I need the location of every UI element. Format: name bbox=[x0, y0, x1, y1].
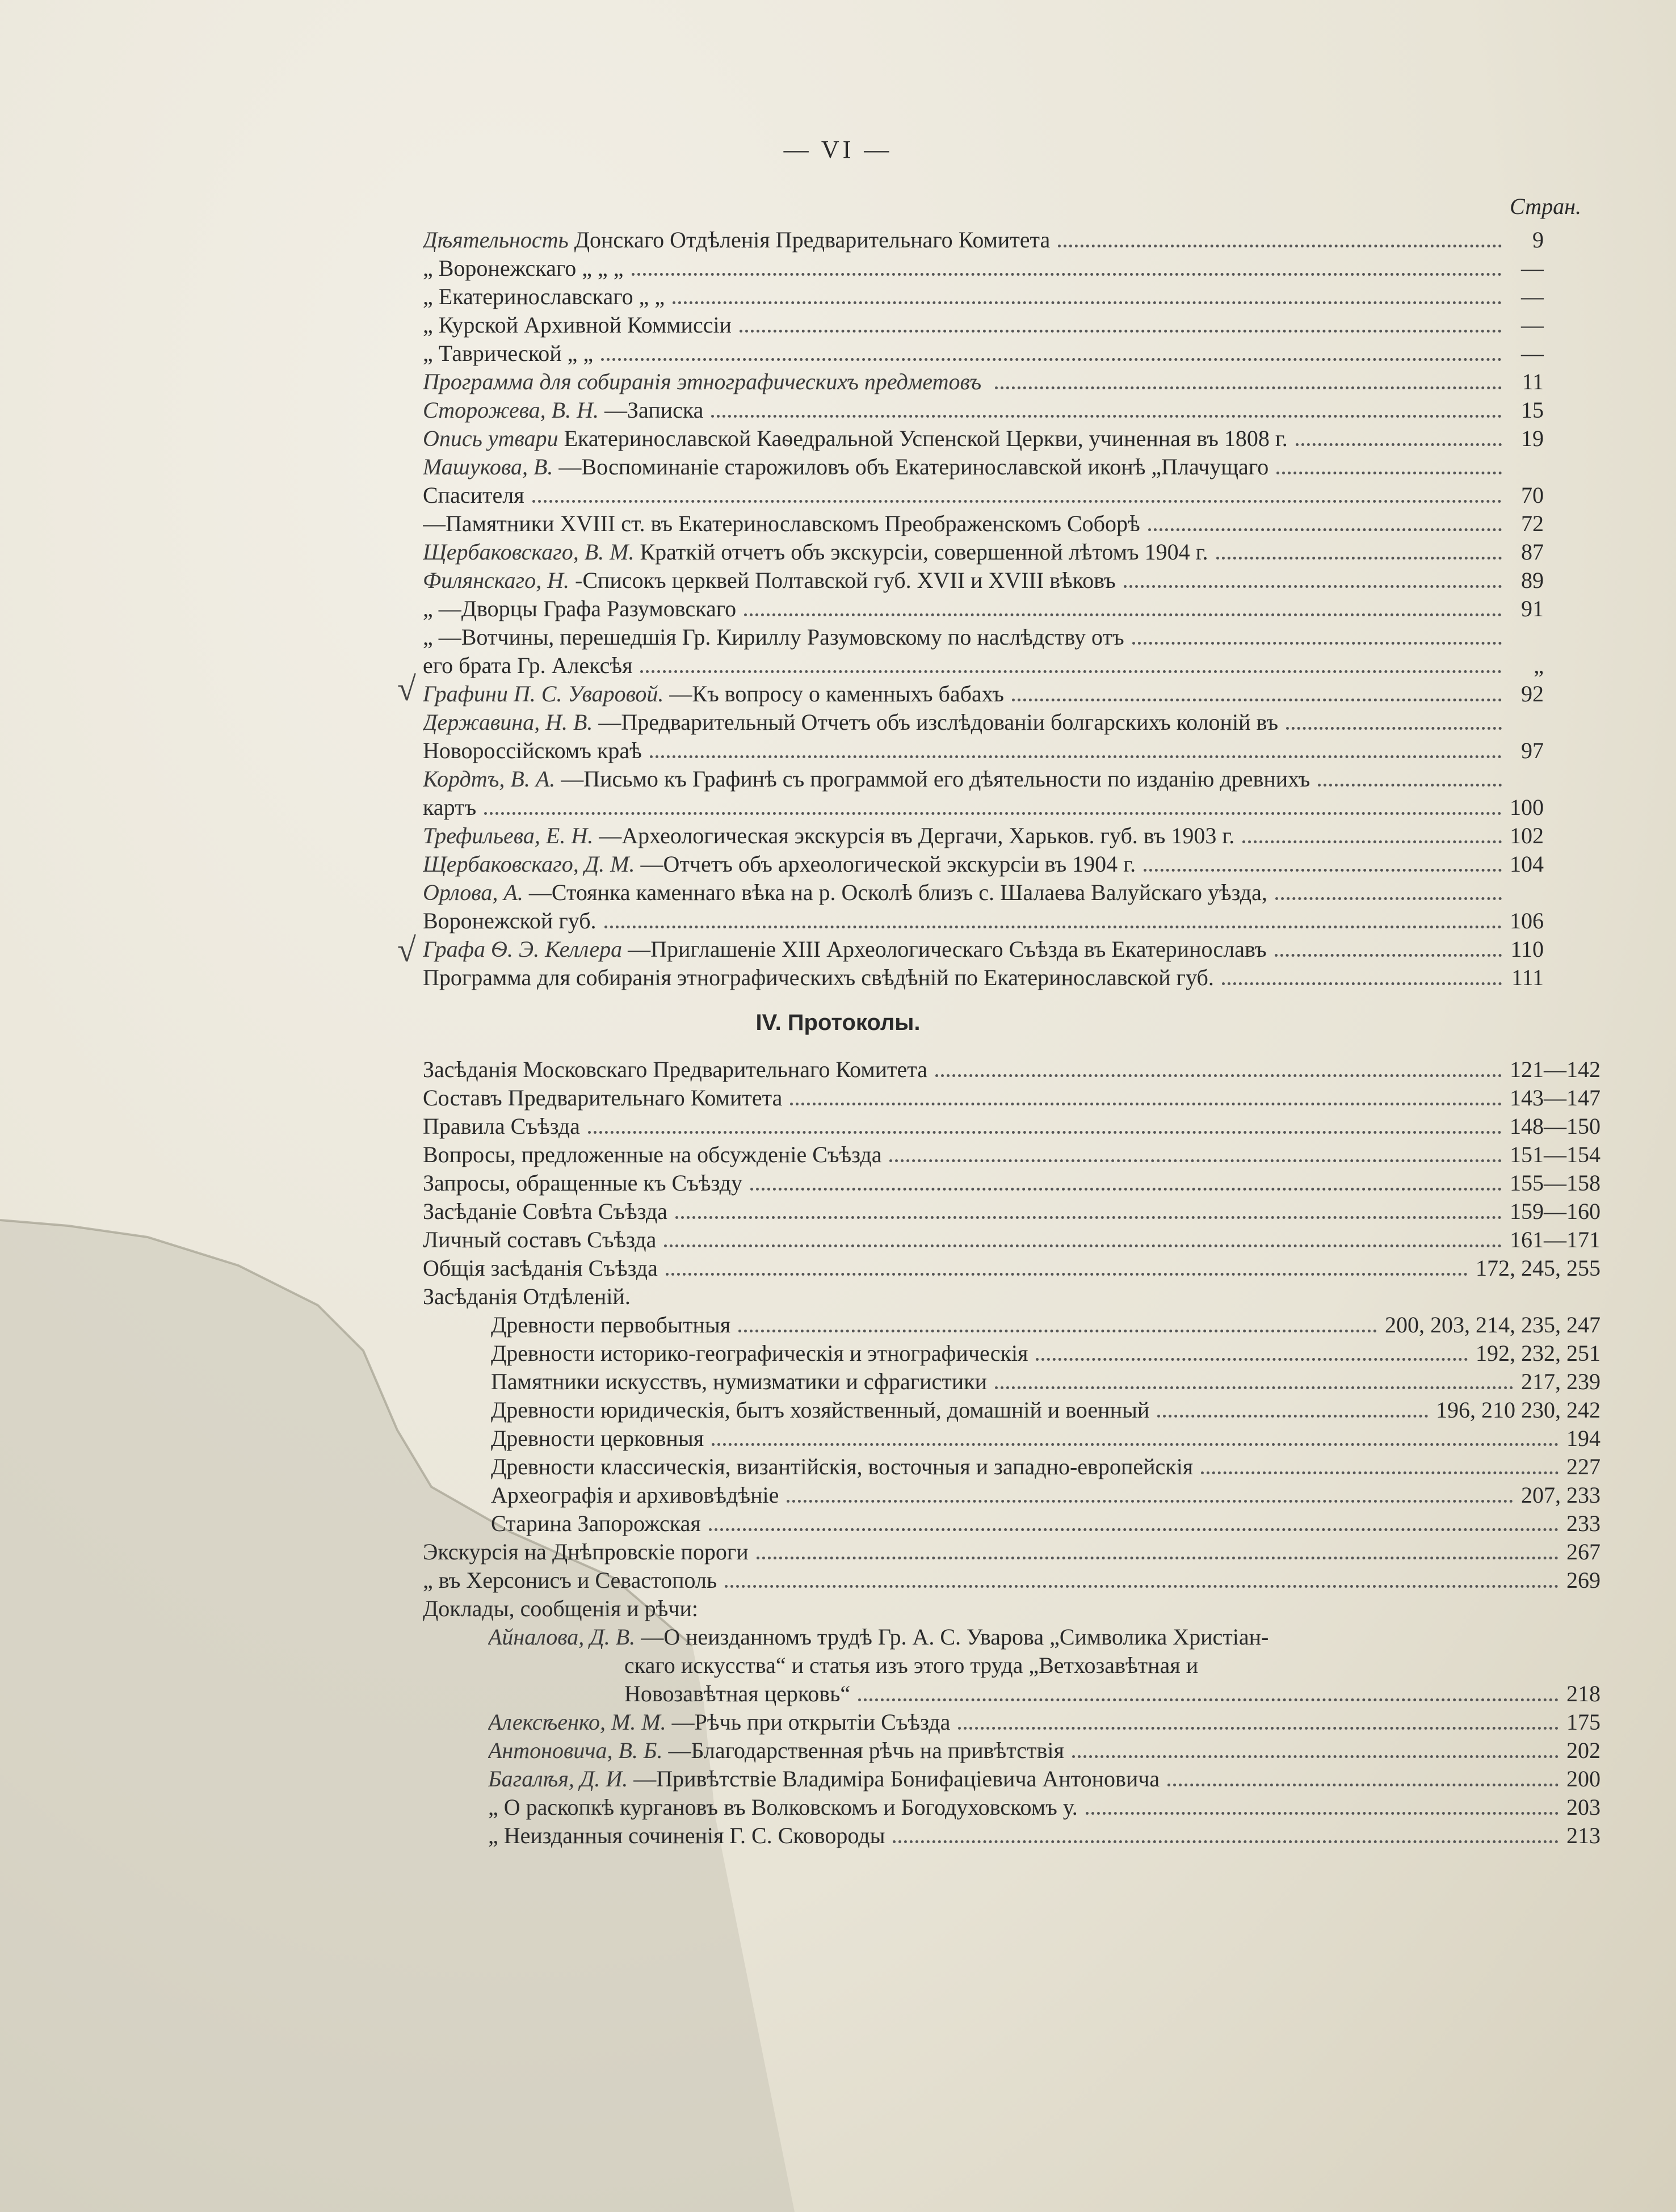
entry-title: Старина Запорожская bbox=[491, 1511, 701, 1536]
toc-entry bbox=[423, 395, 1544, 426]
entry-title: картъ bbox=[423, 794, 477, 820]
dot-leader bbox=[995, 375, 1502, 389]
entry-author: Графини П. С. Уваровой. bbox=[423, 681, 664, 707]
entry-title: —Привѣтствіе Владиміра Бонифаціевича Антоновича bbox=[633, 1766, 1160, 1792]
entry-page-number: 151—154 bbox=[1510, 1142, 1601, 1167]
toc-entry bbox=[423, 1054, 1601, 1085]
dot-leader bbox=[709, 1517, 1559, 1531]
entry-page-number: 143—147 bbox=[1510, 1085, 1601, 1111]
entry-title: его брата Гр. Алексѣя bbox=[423, 653, 633, 678]
entry-author: Опись утвари bbox=[423, 426, 558, 451]
toc-entry bbox=[423, 1565, 1601, 1596]
entry-page-number: 97 bbox=[1521, 738, 1544, 763]
toc-entry bbox=[423, 1281, 1601, 1312]
entry-page-number: 200, 203, 214, 235, 247 bbox=[1385, 1312, 1601, 1338]
entry-title: „ —Дворцы Графа Разумовскаго bbox=[423, 596, 737, 621]
entry-author: Державина, Н. В. bbox=[423, 709, 593, 735]
entry-author: Графа Ѳ. Э. Келлера bbox=[423, 936, 623, 962]
entry-title: —Рѣчь при открытіи Съѣзда bbox=[671, 1709, 951, 1735]
entry-title: Археографія и архивовѣдѣніе bbox=[491, 1482, 779, 1508]
entry-title: Запросы, обращенные къ Съѣзду bbox=[423, 1170, 743, 1196]
dot-leader bbox=[744, 602, 1502, 616]
entry-page-number: 192, 232, 251 bbox=[1476, 1340, 1601, 1366]
entry-title: —О неизданномъ трудѣ Гр. А. С. Уварова „Символика Христіан- bbox=[641, 1624, 1269, 1650]
toc-entry bbox=[423, 735, 1544, 766]
toc-entry bbox=[491, 1338, 1601, 1369]
toc-entry bbox=[488, 1820, 1601, 1851]
entry-page-number: 102 bbox=[1510, 823, 1544, 848]
dot-leader bbox=[787, 1488, 1513, 1503]
toc-entry bbox=[423, 367, 1544, 397]
entry-title: „ —Вотчины, перешедшія Гр. Кириллу Разумовскому по наслѣдству отъ bbox=[423, 624, 1124, 650]
entry-page-number: 194 bbox=[1566, 1425, 1601, 1451]
dot-leader bbox=[935, 1063, 1502, 1077]
entry-page-number: 207, 233 bbox=[1521, 1482, 1601, 1508]
entry-page-number: 104 bbox=[1510, 851, 1544, 877]
entry-page-number: 9 bbox=[1532, 227, 1544, 253]
entry-title: Донскаго Отдѣленія Предварительнаго Комитета bbox=[574, 227, 1051, 253]
dot-leader bbox=[889, 1148, 1502, 1162]
entry-page-number: 233 bbox=[1566, 1511, 1601, 1536]
dot-leader bbox=[1058, 233, 1502, 247]
entry-author: Трефильева, Е. Н. bbox=[423, 823, 594, 848]
entry-page-number: 203 bbox=[1566, 1794, 1601, 1820]
dot-leader bbox=[1132, 630, 1502, 645]
dot-leader bbox=[1012, 687, 1502, 701]
entry-author: Программа для собиранія этнографическихъ предметовъ bbox=[423, 369, 982, 394]
entry-page-number: 155—158 bbox=[1510, 1170, 1601, 1196]
toc-entry bbox=[423, 310, 1544, 340]
dot-leader bbox=[1148, 517, 1502, 531]
toc-entry bbox=[423, 1593, 1601, 1624]
dot-leader bbox=[1036, 1347, 1468, 1361]
toc-entry bbox=[488, 1735, 1601, 1766]
dot-leader bbox=[757, 1545, 1559, 1559]
entry-author: Кордтъ, В. А. bbox=[423, 766, 556, 792]
toc-entry bbox=[423, 849, 1544, 880]
entry-title: -Списокъ церквей Полтавской губ. XVII и XVIII вѣковъ bbox=[575, 567, 1116, 593]
dot-leader bbox=[1086, 1801, 1559, 1815]
toc-entry bbox=[423, 679, 1544, 709]
toc-entry bbox=[488, 1792, 1601, 1823]
toc-entry bbox=[624, 1679, 1601, 1709]
dot-leader bbox=[1242, 829, 1502, 843]
entry-title: Спасителя bbox=[423, 482, 524, 508]
dot-leader bbox=[604, 914, 1502, 928]
toc-entry bbox=[624, 1650, 1601, 1681]
section-heading: IV. Протоколы. bbox=[755, 1010, 921, 1035]
toc-entry bbox=[423, 565, 1544, 596]
entry-title: Доклады, сообщенія и рѣчи: bbox=[423, 1596, 698, 1621]
dot-leader bbox=[484, 801, 1502, 815]
entry-author: Филянскаго, Н. bbox=[423, 567, 570, 593]
dot-leader bbox=[532, 489, 1502, 503]
dot-leader bbox=[1276, 460, 1502, 474]
entry-title: —Археологическая экскурсія въ Дергачи, Харьков. губ. въ 1903 г. bbox=[599, 823, 1235, 848]
entry-title: —Стоянка каменнаго вѣка на р. Осколѣ близъ с. Шалаева Валуйскаго уѣзда, bbox=[528, 880, 1267, 905]
entry-page-number: 19 bbox=[1521, 426, 1544, 451]
dot-leader bbox=[675, 1205, 1502, 1219]
dot-leader bbox=[640, 659, 1502, 673]
dot-leader bbox=[738, 1318, 1377, 1332]
entry-title: „ О раскопкѣ кургановъ въ Волковскомъ и Богодуховскомъ у. bbox=[488, 1794, 1078, 1820]
entry-page-number: 91 bbox=[1521, 596, 1544, 621]
toc-entry bbox=[491, 1395, 1601, 1425]
entry-title: Экскурсія на Днѣпровскіе пороги bbox=[423, 1539, 749, 1565]
entry-title: —Отчетъ объ археологической экскурсіи въ 1904 г. bbox=[640, 851, 1136, 877]
entry-title: Засѣданія Отдѣленій. bbox=[423, 1284, 631, 1309]
toc-entry bbox=[491, 1480, 1601, 1511]
dot-leader bbox=[1318, 772, 1502, 787]
entry-author: Антоновича, В. Б. bbox=[488, 1738, 663, 1763]
toc-entry bbox=[423, 877, 1544, 908]
entry-page-number: 87 bbox=[1521, 539, 1544, 565]
toc-entry bbox=[423, 480, 1544, 511]
entry-page-number: — bbox=[1521, 340, 1544, 366]
entry-author: Щербаковскаго, В. М. bbox=[423, 539, 635, 565]
entry-page-number: 15 bbox=[1521, 397, 1544, 423]
dot-leader bbox=[1275, 886, 1502, 900]
dot-leader bbox=[712, 1432, 1559, 1446]
dot-leader bbox=[664, 1233, 1502, 1247]
entry-page-number: 202 bbox=[1566, 1738, 1601, 1763]
toc-entry bbox=[423, 423, 1544, 454]
toc-entry bbox=[423, 508, 1544, 539]
entry-title: „ Курской Архивной Коммиссіи bbox=[423, 312, 732, 338]
entry-page-number: 267 bbox=[1566, 1539, 1601, 1565]
entry-page-number: 111 bbox=[1511, 965, 1544, 990]
entry-page-number: „ bbox=[1534, 653, 1544, 678]
toc-entry bbox=[423, 764, 1544, 794]
entry-title: —Письмо къ Графинѣ съ программой его дѣятельности по изданію древнихъ bbox=[561, 766, 1310, 792]
entry-page-number: 200 bbox=[1566, 1766, 1601, 1792]
entry-title: —Воспоминаніе старожиловъ объ Екатеринославской иконѣ „Плачущаго bbox=[558, 454, 1269, 480]
entry-title: Общія засѣданія Съѣзда bbox=[423, 1255, 658, 1281]
entry-author: Машукова, В. bbox=[423, 454, 553, 480]
entry-page-number: 175 bbox=[1566, 1709, 1601, 1735]
entry-title: Программа для собиранія этнографическихъ свѣдѣній по Екатеринославской губ. bbox=[423, 965, 1214, 990]
toc-entry bbox=[423, 1537, 1601, 1567]
dot-leader bbox=[1072, 1744, 1559, 1758]
entry-title: Новороссійскомъ краѣ bbox=[423, 738, 642, 763]
entry-title: Личный составъ Съѣзда bbox=[423, 1227, 657, 1252]
toc-entry bbox=[423, 537, 1544, 567]
toc-entry bbox=[423, 452, 1544, 482]
entry-title: —Записка bbox=[604, 397, 704, 423]
entry-page-number: 89 bbox=[1521, 567, 1544, 593]
dot-leader bbox=[958, 1715, 1559, 1730]
toc-entry bbox=[423, 962, 1544, 993]
toc-entry bbox=[423, 1111, 1601, 1142]
entry-title: Засѣданія Московскаго Предварительнаго Комитета bbox=[423, 1057, 928, 1082]
entry-title: —Къ вопросу о каменныхъ бабахъ bbox=[669, 681, 1004, 707]
entry-page-number: 11 bbox=[1522, 369, 1544, 394]
entry-title: Правила Съѣзда bbox=[423, 1113, 580, 1139]
dot-leader bbox=[1167, 1772, 1559, 1786]
entry-title: „ Екатеринославскаго „ „ bbox=[423, 284, 665, 309]
toc-entry bbox=[488, 1622, 1601, 1652]
dot-leader bbox=[632, 262, 1502, 276]
page-number: — VI — bbox=[783, 136, 893, 163]
entry-author: Багалѣя, Д. И. bbox=[488, 1766, 628, 1792]
entry-title: —Памятники XVIII ст. въ Екатеринославскомъ Преображенскомъ Соборѣ bbox=[423, 511, 1140, 536]
dot-leader bbox=[650, 744, 1502, 758]
toc-entry bbox=[423, 253, 1544, 284]
toc-entry bbox=[491, 1508, 1601, 1539]
toc-entry bbox=[423, 650, 1544, 681]
dot-leader bbox=[711, 403, 1502, 418]
entry-author: Айналова, Д. В. bbox=[488, 1624, 636, 1650]
entry-title: —Приглашеніе XIII Археологическаго Съѣзда въ Екатеринославъ bbox=[628, 936, 1267, 962]
entry-author: Орлова, А. bbox=[423, 880, 523, 905]
toc-entry bbox=[423, 1253, 1601, 1284]
dot-leader bbox=[1286, 716, 1502, 730]
toc-entry bbox=[423, 1083, 1601, 1113]
entry-page-number: 100 bbox=[1510, 794, 1544, 820]
toc-entry bbox=[423, 225, 1544, 255]
dot-leader bbox=[1216, 545, 1502, 560]
toc-entry bbox=[423, 622, 1544, 653]
dot-leader bbox=[1296, 432, 1502, 446]
toc-entry bbox=[423, 821, 1544, 851]
toc-entry bbox=[491, 1452, 1601, 1482]
dot-leader bbox=[666, 1261, 1468, 1276]
entry-author: Дѣятельность bbox=[423, 227, 569, 253]
dot-leader bbox=[725, 1574, 1559, 1588]
entry-page-number: 217, 239 bbox=[1521, 1369, 1601, 1394]
dot-leader bbox=[1157, 1403, 1428, 1418]
toc-entry bbox=[423, 1196, 1601, 1227]
toc-entry bbox=[423, 338, 1544, 369]
dot-leader bbox=[1124, 574, 1502, 588]
dot-leader bbox=[1275, 943, 1502, 957]
entry-title: Составъ Предварительнаго Комитета bbox=[423, 1085, 783, 1111]
entry-author: Сторожева, В. Н. bbox=[423, 397, 599, 423]
page-column-header: Стран. bbox=[1510, 194, 1581, 219]
entry-page-number: — bbox=[1521, 312, 1544, 338]
entry-title: Древности классическія, византійскія, восточныя и западно-европейскія bbox=[491, 1454, 1194, 1479]
dot-leader bbox=[673, 290, 1502, 304]
dot-leader bbox=[740, 318, 1502, 333]
entry-title: Краткій отчетъ объ экскурсіи, совершенной лѣтомъ 1904 г. bbox=[640, 539, 1208, 565]
entry-page-number: 269 bbox=[1566, 1567, 1601, 1593]
entry-title: Засѣданіе Совѣта Съѣзда bbox=[423, 1198, 667, 1224]
entry-page-number: 92 bbox=[1521, 681, 1544, 707]
dot-leader bbox=[995, 1375, 1513, 1389]
entry-title: „ Воронежскаго „ „ „ bbox=[423, 255, 624, 281]
entry-page-number: 227 bbox=[1566, 1454, 1601, 1479]
dot-leader bbox=[1144, 857, 1502, 872]
entry-page-number: 70 bbox=[1521, 482, 1544, 508]
entry-title: —Предварительный Отчетъ объ изслѣдованіи болгарскихъ колоній въ bbox=[598, 709, 1279, 735]
toc-entry bbox=[423, 707, 1544, 738]
pencil-checkmark: √ bbox=[397, 931, 416, 969]
entry-page-number: 159—160 bbox=[1510, 1198, 1601, 1224]
entry-title: Древности историко-географическія и этнографическія bbox=[491, 1340, 1028, 1366]
entry-page-number: 218 bbox=[1566, 1681, 1601, 1706]
entry-title: Памятники искусствъ, нумизматики и сфрагистики bbox=[491, 1369, 988, 1394]
entry-title: Вопросы, предложенные на обсужденіе Съѣзда bbox=[423, 1142, 882, 1167]
dot-leader bbox=[1201, 1460, 1559, 1474]
dot-leader bbox=[893, 1829, 1559, 1843]
entry-title: „ въ Херсонисъ и Севастополь bbox=[423, 1567, 717, 1593]
toc-entry bbox=[488, 1707, 1601, 1738]
entry-title: „ Таврической „ „ bbox=[423, 340, 594, 366]
pencil-checkmark: √ bbox=[397, 670, 416, 708]
toc-entry bbox=[423, 792, 1544, 823]
dot-leader bbox=[1222, 971, 1502, 985]
entry-page-number: 172, 245, 255 bbox=[1476, 1255, 1601, 1281]
entry-page-number: 121—142 bbox=[1510, 1057, 1601, 1082]
entry-author: Щербаковскаго, Д. М. bbox=[423, 851, 635, 877]
dot-leader bbox=[750, 1176, 1502, 1191]
entry-page-number: — bbox=[1521, 284, 1544, 309]
dot-leader bbox=[588, 1120, 1502, 1134]
entry-page-number: 213 bbox=[1566, 1823, 1601, 1848]
toc-entry bbox=[423, 1139, 1601, 1170]
entry-title: скаго искусства“ и статья изъ этого труда „Ветхозавѣтная и bbox=[624, 1652, 1199, 1678]
dot-leader bbox=[790, 1091, 1502, 1105]
entry-title: Новозавѣтная церковь“ bbox=[624, 1681, 851, 1706]
entry-page-number: 110 bbox=[1510, 936, 1544, 962]
entry-title: Древности юридическія, бытъ хозяйственный, домашній и военный bbox=[491, 1397, 1150, 1423]
toc-entry bbox=[423, 934, 1544, 965]
toc-entry bbox=[491, 1366, 1601, 1397]
entry-page-number: 148—150 bbox=[1510, 1113, 1601, 1139]
entry-page-number: 72 bbox=[1521, 511, 1544, 536]
entry-title: Воронежской губ. bbox=[423, 908, 597, 933]
dot-leader bbox=[858, 1687, 1559, 1701]
dot-leader bbox=[601, 347, 1502, 361]
entry-title: „ Неизданныя сочиненія Г. С. Сковороды bbox=[488, 1823, 885, 1848]
entry-page-number: 196, 210 230, 242 bbox=[1436, 1397, 1601, 1423]
entry-author: Алексѣенко, М. М. bbox=[488, 1709, 666, 1735]
toc-entry bbox=[491, 1310, 1601, 1340]
toc-entry bbox=[423, 906, 1544, 936]
toc-entry bbox=[423, 1168, 1601, 1198]
entry-title: Екатеринославской Каѳедральной Успенской Церкви, учиненная въ 1808 г. bbox=[564, 426, 1288, 451]
entry-title: Древности первобытныя bbox=[491, 1312, 731, 1338]
toc-entry bbox=[423, 594, 1544, 624]
toc-entry bbox=[491, 1423, 1601, 1454]
entry-page-number: 106 bbox=[1510, 908, 1544, 933]
entry-title: Древности церковныя bbox=[491, 1425, 704, 1451]
toc-entry bbox=[423, 281, 1544, 312]
entry-page-number: — bbox=[1521, 255, 1544, 281]
toc-entry bbox=[488, 1764, 1601, 1794]
entry-page-number: 161—171 bbox=[1510, 1227, 1601, 1252]
toc-entry bbox=[423, 1225, 1601, 1255]
entry-title: —Благодарственная рѣчь на привѣтствія bbox=[668, 1738, 1064, 1763]
